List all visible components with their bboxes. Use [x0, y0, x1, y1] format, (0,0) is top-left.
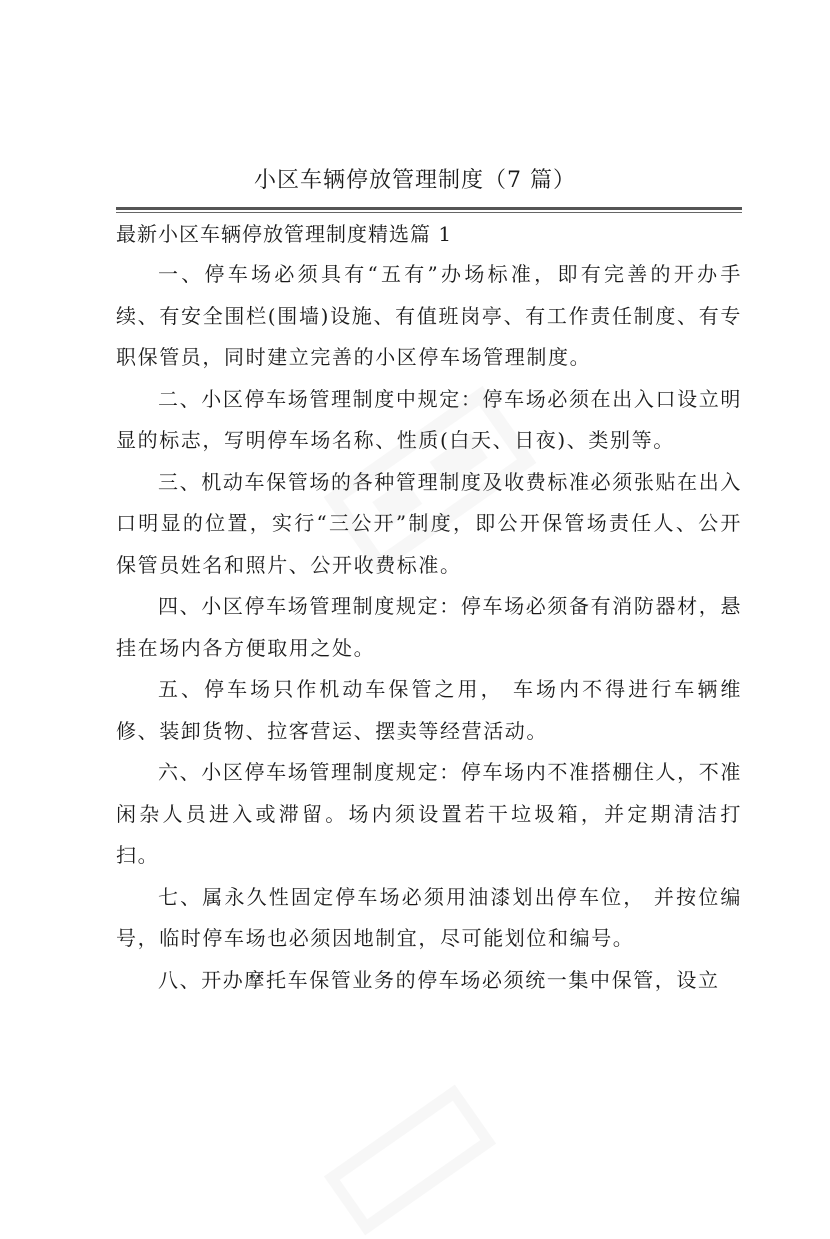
paragraph-5: 五、停车场只作机动车保管之用， 车场内不得进行车辆维修、装卸货物、拉客营运、摆卖等经营活动。 — [116, 677, 742, 743]
paragraph-8: 八、开办摩托车保管业务的停车场必须统一集中保管，设立 — [158, 967, 720, 992]
title-divider-thick — [116, 207, 742, 210]
title-divider-thin — [116, 212, 742, 213]
watermark-bottom-icon — [322, 1081, 499, 1238]
paragraph-1: 一、停车场必须具有“五有”办场标准，即有完善的开办手续、有安全围栏(围墙)设施、有值班岗亭、有工作责任制度、有专职保管员，同时建立完善的小区停车场管理制度。 — [116, 262, 742, 369]
document-body — [116, 254, 742, 1001]
paragraph-6: 六、小区停车场管理制度规定：停车场内不准搭棚住人，不准闲杂人员进入或滞留。场内须设置若干垃圾箱，并定期清洁打扫。 — [116, 760, 742, 867]
paragraph-2: 二、小区停车场管理制度中规定：停车场必须在出入口设立明显的标志，写明停车场名称、性质(白天、日夜)、类别等。 — [116, 386, 742, 452]
section-heading: 最新小区车辆停放管理制度精选篇 1 — [116, 222, 453, 246]
paragraph-4: 四、小区停车场管理制度规定：停车场必须备有消防器材，悬挂在场内各方便取用之处。 — [116, 594, 742, 660]
document-title: 小区车辆停放管理制度（7 篇） — [254, 168, 576, 193]
paragraph-3: 三、机动车保管场的各种管理制度及收费标准必须张贴在出入口明显的位置，实行“三公开”制度，即公开保管场责任人、公开保管员姓名和照片、公开收费标准。 — [116, 469, 742, 577]
paragraph-7: 七、属永久性固定停车场必须用油漆划出停车位， 并按位编号，临时停车场也必须因地制宜，尽可能划位和编号。 — [116, 884, 742, 950]
